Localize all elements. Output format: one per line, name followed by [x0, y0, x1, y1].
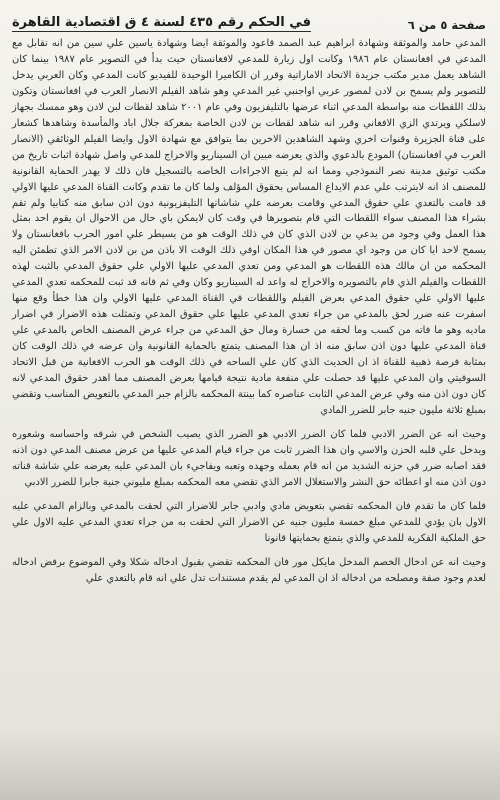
paragraph-joined-party: وحيث انه عن ادخال الخصم المدخل مايكل مور فان المحكمه تقضي بقبول ادخاله شكلا وفي الموضوع برفض ادخاله لعدم وجود صفة ومصلحه من ادخاله اذ ان المدعي لم يقدم مستندات تدل علي انه قام بالتعدي علي [12, 556, 486, 584]
page-header [12, 10, 486, 32]
paragraph-moral-damages: وحيث انه عن الضرر الادبي فلما كان الضرر الادبي هو الضرر الذي يصيب الشخص في شرفه واحساسه وشعوره ويدخل علي قلبه الحزن والاسي وان هذا الضرر ثابت من جراء قيام المدعي عليها من عرض مصنف المدعي دون اذنه فقد اصابه ضرر في حزنه الشديد من انه قام بعمله وجهده وتعبه ويفاجيء بان المدعي عليه يعرضه علي شاشة قناته دون اذن منه او اعطائه حق النشر والاستغلال الامر الذي تقضي معه المحكمه بمبلغ مليوني جنية جابرا للضرر الادبي [12, 428, 486, 488]
document-body [12, 36, 486, 586]
case-title: في الحكم رقم ٤٣٥ لسنة ٤ ق اقتصادية القاهرة [12, 15, 311, 30]
paragraph-judgment: فلما كان ما تقدم فان المحكمه تقضي بتعويض مادي وادبي جابر للاضرار التي لحقت بالمدعي وبالزام المدعي عليه الاول بان يؤدي للمدعي مبلغ خمسة مليون جنيه عن الاضرار التي لحقت به من جراء تعدي المدعي عليه الاول علي حق الملكية الفكرية للمدعي والذي يتمتع بحمايتها قانونا [12, 500, 486, 544]
paragraph-material-damages: المدعي حامد والموثقة وشهادة ابراهيم عبد الصمد قاعود والموثقة ايضا وشهادة ياسين علي سين من انه تقابل مع المدعي في افغانستان عام ١٩٨٦ وكانت اول زيارة للمدعي لافغانستان حيث بدأ في التصوير عام ١٩٨٧ بينما كان الشاهد يعمل مدير مكتب جريدة الاتحاد الاماراتية وقرر ان الكاميرا الوحيدة للفيديو كانت المدعي وكان العربي يدخل للتصوير ولم يسمح بن لادن لمصور عربي اواجنبي غير المدعي وهو شاهد الفيلم الانصار العرب في افغانستان وتكون بذلك اللقطات منه بواسطة المدعي اثناء عرضها بالتليفزيون وفي عام ٢٠٠١ شاهد لقطات لبن لادن وهو ممسك بجهاز لاسلكي ويرتدي الزي الافغاني وقرر انه شاهد لقطات بن لادن الخاصة بمعركة جلال اباد والمأسدة وشاهدها كشعار على قناة الجزيرة وقنوات اخري وشهد الشاهدين الاخرين بما يتوافق مع شهادة الاول وايضا الفيلم الوثائقي (الانصار العرب في افغانستان) المودع بالدعوي والذي يعرضه مبين ان السيناريو والاخراج للمدعي واصل شهادة اثبات تاريخ من مكتب توثيق مدينة نصر النموذجي ومما انه لم يتبع الاجراءات الخاصه بالتسجيل فان ذلك لا يهدر الحماية القانونية للمصنف اذ انه لايترتب علي عدم الايداع المساس بحقوق المؤلف ولما كان ما تقدم وكانت القناة المدعي عليها الاولي قد قامت بالتعدي علي حقوق المدعي وقامت بعرضه علي شاشاتها التليفزيونية دون اذن سابق منه كتابيا ولم تقم بشراء هذا المصنف سواء اللقطات التي قام بتصويرها في وقت كان لايمكن باي حال من الاحوال ان يقوم احد بمثل هذا العمل وفي وجود من يدعي بن لادن الذي كان في ذلك الوقت هو من يسيطر علي امور الحرب بافغانستان ولا يسمح لاحد ايا كان من وجود اي مصور في هذا المكان اوفي ذلك الوقت الا باذن من بن لادن الامر الذي تطمئن اليه المحكمه من ان مالك هذه اللقطات هو المدعي ومن تعدي المدعي عليها الاولي علي حقوق المدعي بالثبت لهذه اللقطات والفيلم الذي قام بالتصويره والاخراج له واعد له السيناريو وكان وفي ثم فانه قد ثبت للمحكمه تعدي المدعي عليها الاولي علي حقوق المدعي بعرض الفيلم واللقطات في القناة المدعي عليها الاولي وان هذا خطأ وقع منها اسفرت عنه ضرر لحق بالمدعي من جراء تعدي المدعي عليها علي حقوق المدعي وتمثلت هذه الاضرار في اضرار ماديه وهو ما فاته من كسب وما لحقه من خسارة ومال حق المدعي من جراء عرض المصنف الخاص بالمدعي علي قناة المدعي عليها دون اذن سابق منه اذ ان هذا المصنف يتمتع بالحماية القانونية وان عرضه في ذلك الوقت كان بمثابة فرصة ذهبية للقناة اذ ان الحديث الذي كان علي الساحه في ذلك الوقت هو الحرب الافغانية من قبل الاتحاد السوفيتي وان المدعي عليها قد حصلت علي منفعة مادية نتيجة قيامها بعرض المصنف مما اهدر حقوق المدعي لانه كان دون اذن منه وفي عرض المدعي الثابت عناصره كما بينتة المحكمه بالزام جبر المدعي بالتعويض المناسب وتقضي بمبلغ ثلاثة مليون جنيه جابر للضرر المادي [12, 38, 487, 416]
page-number: صفحة ٥ من ٦ [407, 18, 486, 32]
